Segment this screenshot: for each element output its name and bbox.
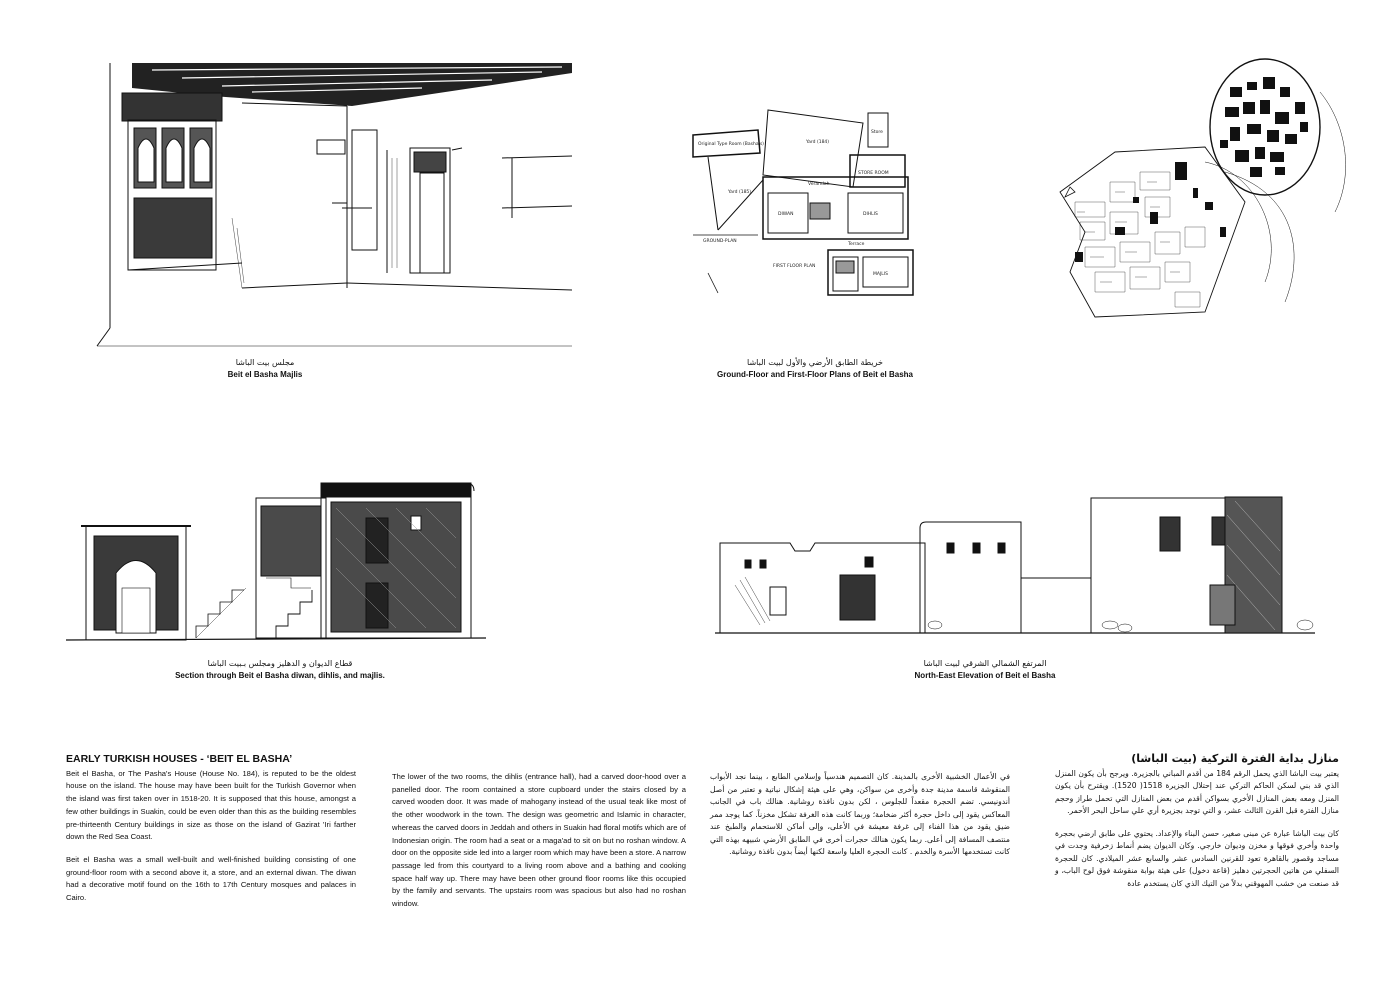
plan-label-yard185: Yard (185) (728, 190, 752, 195)
plans-caption-en: Ground-Floor and First-Floor Plans of Beit el Basha (716, 370, 913, 379)
plan-label-store: Store (871, 130, 883, 135)
arabic-paragraph-1: يعتبر بيت الباشا الذي يحمل الرقم 184 من أقدم المباني بالجزيرة. ويرجح بأن يكون المنزل الذي قد بني لسكن الحاكم التركي عند إحتلال الجزيرة 1518( 1520). ويقترح بأن يكون المنزل ومعه بعض المنازل الأخري بسواكن أقدم من بعض المنازل التي تحمل طراز وحجم منازل الفترة قبل القرن الثالث عشر، و التي توجد بجزيرة أري علي ساحل البحر الأحمر. (1055, 768, 1339, 815)
english-column-1 (66, 753, 356, 915)
elevation-caption (880, 658, 1090, 682)
majlis-drawing (92, 58, 582, 348)
elevation-caption-en: North-East Elevation of Beit el Basha (914, 671, 1056, 680)
majlis-caption (170, 357, 360, 381)
english-title: EARLY TURKISH HOUSES - ‘BEIT EL BASHA’ (66, 753, 293, 765)
plans-caption (680, 357, 950, 381)
arabic-paragraph-2: كان بيت الباشا عبارة عن مبنى صغير، حسن البناء والإعداد. يحتوي على طابق ارضي بحجرة واحدة وأخري فوقها و مخزن وديوان خارجي. وكان الديوان يضم أنماط زخرفية وجدت في مساجد وقصور بالقاهرة تعود للقرنين السادس عشر والسابع عشر الميلادي. كان للحجرة السفلي من هاتين الحجرتين دهليز (قاعة دخول) على هيئة بوابة منقوشة فوق لوح الباب، و قد صنعت من خشب المهوقني بدلاً من التيك الذي كان يستخدم عادة (1055, 828, 1339, 888)
section-drawing (66, 478, 486, 648)
plan-label-yard: Yard (184) (806, 140, 830, 145)
plan-label-verandah: Verandah (808, 182, 830, 187)
plan-label-diwan: DIWAN (778, 212, 794, 217)
plan-label-ground-plan: GROUND-PLAN (703, 239, 737, 244)
majlis-caption-ar: مجلس بيت الباشا (235, 358, 295, 367)
plan-label-majlis: MAJLIS (873, 272, 888, 277)
section-caption-ar: قطاع الديوان و الدهليز ومجلس بـبيت الباشا (207, 659, 353, 668)
english-column-2 (392, 771, 686, 921)
plan-label-first-floor: FIRST FLOOR PLAN (773, 264, 816, 269)
english-paragraph-1: Beit el Basha, or The Pasha's House (House No. 184), is reputed to be the oldest house on the island. The house may have been built for the Turkish Governor when the island was first taken over in 1518-20. It is supposed that this house, amongst a few other buildings in Suakin, could be even older than this as the building resembles pre-thirteenth Century buildings in size as those on the island of Gazirat 'Iri farther down the Red Sea Coast. (66, 768, 356, 842)
plans-caption-ar: خريطة الطابق الأرضي والأول لبيت الباشا (747, 358, 883, 367)
section-caption-en: Section through Beit el Basha diwan, dihlis, and majlis. (175, 671, 385, 680)
arabic-paragraph-3: في الأعمال الخشبية الأخرى بالمدينة. كان التصميم هندسياً وإسلامي الطابع ، بينما نجد الأبواب المنقوشة قاسمة مدينة جدة وأخرى من سواكن، وهي على هيئة إشكال نباتية و تعتبر من أصل أندونيسي. تضم الحجرة مقعداً للجلوس ، لكن بدون نافذة روشانية. هنالك باب في الجانب المعاكس يقود إلى داخل حجرة أكثر ضخامة؛ وربما كانت هذه الغرفة تشكل مخزناً. كما يوجد ممر ضيق يقود من هذا الفناء إلى غرفة معيشة في الأعلى، وإلى أماكن للاستحمام والطبخ عند منتصف المسافة إلى أعلى. ربما يكون هنالك حجرات أخرى في الطابق الأرضي شبيهه بهذه التي كانت تستخدمها الأسرة والخدم . كانت الحجرة العليا واسعة لكنها أيضاً بدون نافذة روشانية. (710, 772, 1010, 856)
floor-plans-drawing (688, 95, 928, 305)
suakin-map-drawing (1055, 52, 1355, 322)
plan-label-dihlis: DIHLIS (863, 212, 878, 217)
plan-label-store-room: STORE ROOM (858, 171, 889, 176)
arabic-column-1 (710, 771, 1010, 869)
english-paragraph-3: The lower of the two rooms, the dihlis (entrance hall), had a carved door-hood over a panelled door. The room contained a store cupboard under the stairs closed by a carved wooden door. It was made of mahogany instead of the usual teak like most of the other woodwork in the town. The design was geometric and Islamic in character, whereas the carved doors in Jeddah and others in Suakin had floral motifs which are of Indonesian origin. The room had a seat or a maga'ad to sit on but no roshan window. A door on the opposite side led into a larger room which may have been a store. A narrow passage led from this courtyard to a living room above and a bathing and cooking space half way up. There may have been other ground floor rooms like this occupied by the family and servants. The upstairs room was spacious but also had no roshan window. (392, 772, 686, 909)
section-caption (130, 658, 430, 682)
elevation-caption-ar: المرتفع الشمالي الشرقي لبيت الباشا (923, 659, 1047, 668)
majlis-caption-en: Beit el Basha Majlis (227, 370, 303, 379)
arabic-column-2 (1055, 753, 1339, 900)
arabic-title: منازل بداية الفترة التركية (بيت الباشا) (1131, 752, 1339, 765)
english-paragraph-2: Beit el Basha was a small well-built and well-finished building consisting of one ground-floor room with a second above it, a store, and an external diwan. The diwan had a decorative motif found on the 16th to 17th Century mosques and palaces in Cairo. (66, 854, 356, 903)
plan-label-original-room: Original Type Room (Basha's) (698, 142, 764, 147)
plan-label-terrace: Terrace (848, 242, 865, 247)
elevation-drawing (715, 465, 1315, 640)
